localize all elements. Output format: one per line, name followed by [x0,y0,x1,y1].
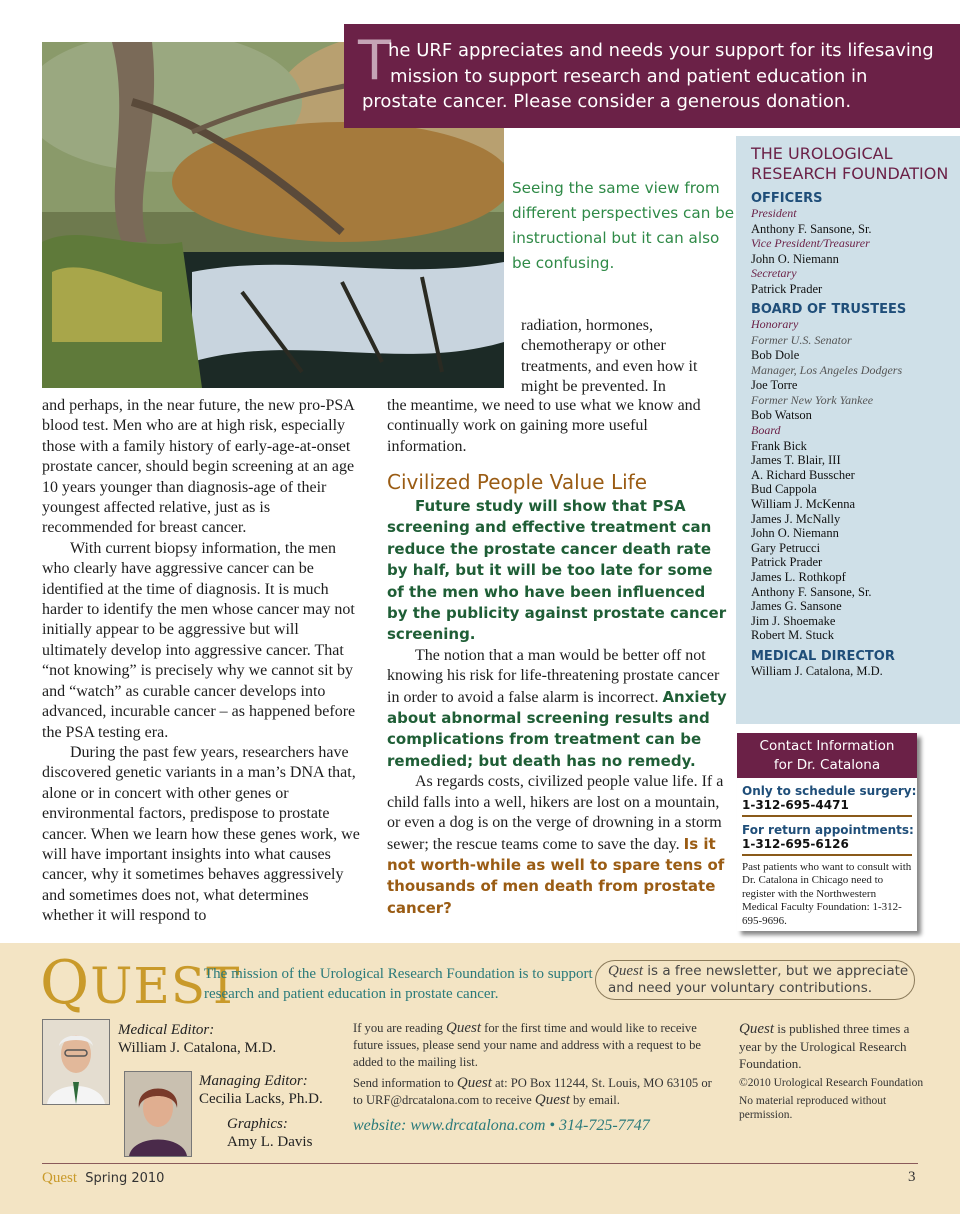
publication-info [739,1020,929,1126]
issue-label: Quest Spring 2010 [42,1170,165,1186]
return-phone: 1-312-695-6126 [742,837,912,856]
medical-editor-block [118,1021,276,1057]
contact-note: Past patients who want to consult with Dr. Catalona in Chicago need to register with the Northwestern Medical Faculty Foundation: 1-312-695-9696. [742,861,912,927]
officers-heading: OFFICERS [751,191,823,206]
section-heading: Civilized People Value Life [387,470,648,494]
col1-paragraph-3: During the past few years, researchers have discovered genetic variants in a man’s DNA that, alone or in concert with other genes or environmental factors, predispose to prostate cancer. When we learn how these genes work, we will have important insights into what causes cancer, why it sometimes behaves aggressively and sometimes does not, what determines whether it will respond to [42,743,360,925]
board-heading: BOARD OF TRUSTEES [751,302,907,318]
secretary-role: Secretary [751,266,797,281]
board-member: James L. Rothkopf [751,569,846,584]
graphics-block [227,1115,312,1151]
rights-notice: No material reproduced without permission. [739,1095,887,1121]
footer-rule [42,1163,918,1164]
board-member: Gary Petrucci [751,540,821,555]
board-role: Board [751,423,781,438]
surgery-label: Only to schedule surgery: [742,784,917,798]
copyright-notice: ©2010 Urological Research Foundation [739,1077,924,1089]
honorary-3-name: Bob Watson [751,408,812,423]
managing-editor-name: Cecilia Lacks, Ph.D. [199,1091,323,1107]
article-column-1 [42,396,360,927]
foundation-sidebar [736,136,960,724]
org-name: THE UROLOGICAL RESEARCH FOUNDATION [751,144,949,183]
board-member: James G. Sansone [751,599,842,614]
managing-editor-portrait [124,1071,192,1157]
website-link[interactable]: website: www.drcatalona.com • 314-725-7747 [353,1117,650,1134]
medical-editor-name: William J. Catalona, M.D. [118,1040,277,1056]
board-member: James T. Blair, III [751,453,841,468]
page-number: 3 [908,1169,916,1185]
honorary-2-role: Manager, Los Angeles Dodgers [751,362,903,377]
return-label: For return appointments: [742,823,914,837]
subscription-info [353,1020,718,1114]
bold-statement-1: Future study will show that PSA screening and effective treatment can reduce the prostate cancer death rate by half, but it will be too late for some of the men who have been influenced by the publicity against prostate cancer screening. [387,497,727,644]
banner-line-1: he URF appreciates and needs your support for its lifesaving [388,40,934,61]
medical-editor-label: Medical Editor: [118,1022,215,1038]
honorary-3-role: Former New York Yankee [751,392,874,407]
publication-schedule: Quest is published three times a year by the Urological Research Foundation. [739,1021,910,1071]
col1-paragraph-2: With current biopsy information, the men who clearly have aggressive cancer can be identified at the time of diagnosis. It is much harder to identify the men whose cancer may not initially appear to be aggressive but will ultimately develop into aggressive cancer. That “not knowing” is precisely why we cannot sit by and “watch” as curable cancer develops into advanced, incurable cancer – as happened before the PSA testing era. [42,539,356,741]
graphics-label: Graphics: [227,1116,288,1132]
col2-paragraph-3: As regards costs, civilized people value life. If a child falls into a well, hikers are lost on a mountain, or even a dog is on the verge of drowning in a storm sewer; the rescue teams come to save the day. [387,773,724,853]
mission-statement: The mission of the Urological Research Foundation is to support research and patient education in prostate cancer. [204,966,593,1002]
honorary-1-role: Former U.S. Senator [751,332,852,347]
board-member: Jim J. Shoemake [751,613,836,628]
bold-question: Is it not worth-while as well to spare tens of thousands of men death from prostate cancer? [387,834,725,917]
pull-quote: Seeing the same view from different perspectives can be instructional but it can also be confusing. [512,179,735,272]
contact-title-line-2: for Dr. Catalona [773,757,881,773]
board-member: Frank Bick [751,438,807,453]
board-member: Bud Cappola [751,482,817,497]
col2-wrap-text: radiation, hormones, chemotherapy or other treatments, and even how it might be prevented. In [521,317,698,396]
col1-paragraph-1: and perhaps, in the near future, the new pro-PSA blood test. Men who are at high risk, especially those with a family history of early-age-at-onset prostate cancer, should begin screening at an age 10 years younger than diagnosis-age of their youngest affected relative, just as is recommended for breast cancer. [42,397,355,537]
quest-logo: QUEST [40,948,241,1018]
board-member: Patrick Prader [751,555,823,570]
board-member: Robert M. Stuck [751,628,834,643]
send-info-paragraph: Send information to Quest at: PO Box 11244, St. Louis, MO 63105 or to URF@drcatalona.com to receive Quest by email. [353,1075,712,1109]
president-name: Anthony F. Sansone, Sr. [751,221,872,236]
honorary-1-name: Bob Dole [751,348,800,363]
surgery-phone: 1-312-695-4471 [742,798,912,817]
board-member: William J. McKenna [751,496,855,511]
contact-info-box [737,733,917,931]
medical-editor-portrait [42,1019,110,1105]
secretary-name: Patrick Prader [751,281,823,296]
managing-editor-block [199,1072,323,1108]
vp-name: John O. Niemann [751,251,839,266]
col2-continued-text: the meantime, we need to use what we know and continually work on gaining more useful information. [387,397,701,455]
banner-line-2: mission to support research and patient education in [390,65,868,87]
vp-role: Vice President/Treasurer [751,236,870,251]
medical-director-name: William J. Catalona, M.D. [751,663,883,678]
board-member: John O. Niemann [751,526,839,541]
graphics-name: Amy L. Davis [227,1134,313,1150]
board-member: James J. McNally [751,511,841,526]
donation-banner [344,24,960,128]
article-column-2 [387,496,727,919]
contact-title-line-1: Contact Information [759,738,895,754]
free-newsletter-note: Quest is a free newsletter, but we appreciate and need your voluntary contributions. [595,960,915,1000]
honorary-2-name: Joe Torre [751,378,798,393]
president-role: President [751,206,797,220]
medical-director-heading: MEDICAL DIRECTOR [751,648,895,664]
banner-line-3: prostate cancer. Please consider a generous donation. [362,91,852,112]
col2-paragraph-2: The notion that a man would be better off not knowing his risk for life-threatening prostate cancer in order to avoid a false alarm is incorrect. [387,646,720,706]
bold-statement-2: Anxiety about abnormal screening results and complications from treatment can be remedied; but death has no remedy. [387,687,727,770]
honorary-role: Honorary [751,317,799,332]
banner-dropcap: T [358,29,391,92]
board-member: Anthony F. Sansone, Sr. [751,584,872,599]
board-member: A. Richard Busscher [751,467,855,482]
managing-editor-label: Managing Editor: [199,1073,308,1089]
subscribe-paragraph: If you are reading Quest for the first time and would like to receive future issues, please send your name and address with a request to be added to the mailing list. [353,1020,701,1069]
